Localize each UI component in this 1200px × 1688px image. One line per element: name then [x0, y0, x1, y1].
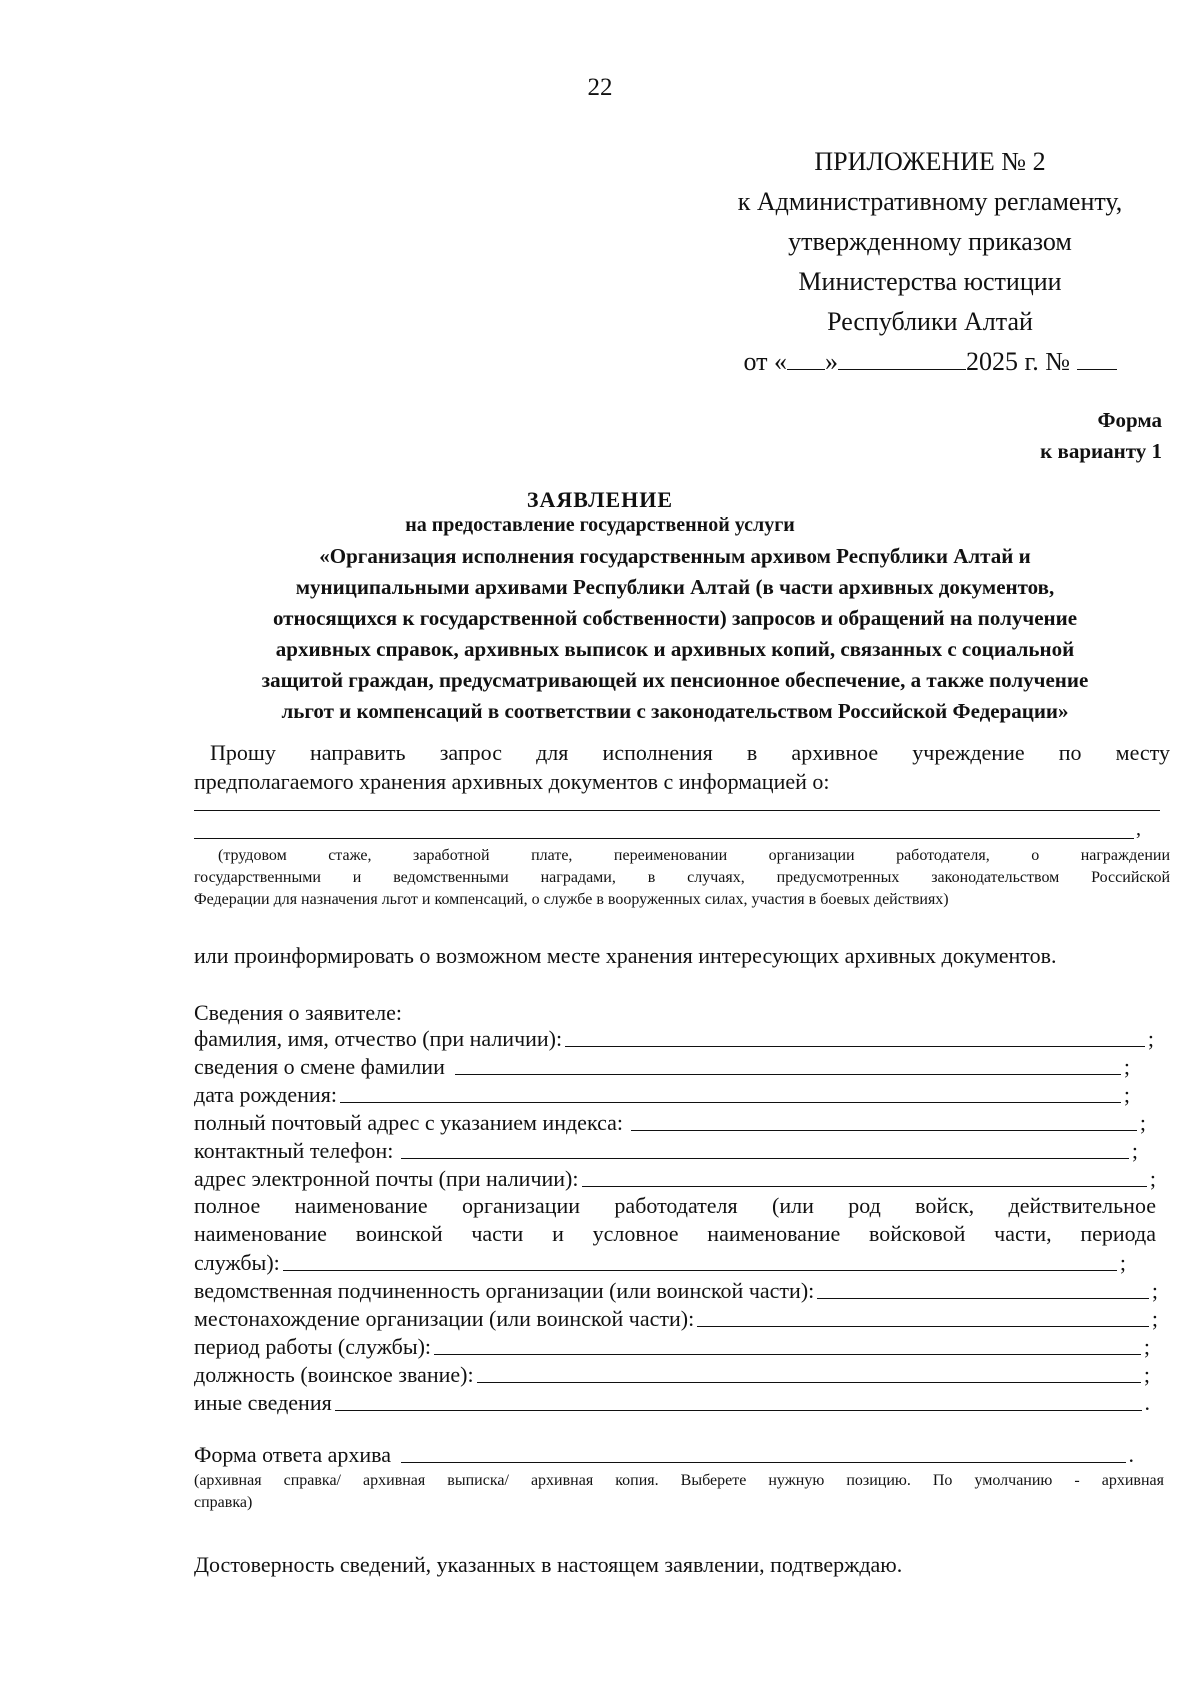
document-title: ЗАЯВЛЕНИЕ	[526, 487, 674, 512]
service-line: муниципальными архивами Республики Алтай (в части архивных документов,	[295, 575, 1055, 599]
work-period-input[interactable]	[434, 1354, 1141, 1355]
phone-input[interactable]	[401, 1158, 1129, 1159]
order-number-blank	[1077, 347, 1117, 370]
surname-change-input[interactable]	[455, 1074, 1121, 1075]
subordination-field: ведомственная подчиненность организации (или воинской части): ;	[194, 1278, 1158, 1303]
employer-input[interactable]	[283, 1270, 1117, 1271]
response-form-input[interactable]	[401, 1462, 1126, 1463]
field-label: период работы (службы):	[194, 1334, 432, 1359]
field-label: дата рождения:	[194, 1082, 337, 1107]
response-note-line: справка)	[194, 1494, 253, 1511]
appendix-line: Министерства юстиции	[798, 267, 1062, 296]
or-inform-text: или проинформировать о возможном месте хранения интересующих архивных документов.	[194, 943, 1057, 968]
subordination-input[interactable]	[817, 1298, 1149, 1299]
hint-line: государственными и ведомственными наградами, в случаях, предусмотренных законодательством Российской	[194, 869, 1170, 886]
appendix-line: утвержденному приказом	[788, 227, 1072, 256]
request-line: Прошу направить запрос для исполнения в архивное учреждение по месту	[210, 740, 1170, 765]
field-label: ведомственная подчиненность организации (или воинской части):	[194, 1278, 815, 1303]
field-label: полный почтовый адрес с указанием индекса:	[194, 1110, 623, 1135]
response-form-field: Форма ответа архива .	[194, 1442, 1134, 1467]
response-note-line: (архивная справка/ архивная выписка/ архивная копия. Выберете нужную позицию. По умолчанию - архивная	[194, 1472, 1164, 1489]
field-label: адрес электронной почты (при наличии):	[194, 1166, 579, 1191]
field-label: сведения о смене фамилии	[194, 1054, 445, 1079]
position-field: должность (воинское звание): ;	[194, 1362, 1150, 1387]
form-variant-label	[1040, 405, 1162, 467]
field-label: иные сведения	[194, 1390, 332, 1415]
month-blank	[838, 347, 966, 370]
employer-block	[194, 1192, 1156, 1248]
hint-line: Федерации для назначения льгот и компенсаций, о службе в вооруженных силах, участия в боевых действиях)	[194, 891, 949, 908]
applicant-heading: Сведения о заявителе:	[194, 1000, 403, 1025]
appendix-title: ПРИЛОЖЕНИЕ № 2	[814, 147, 1046, 176]
other-info-input[interactable]	[335, 1410, 1142, 1411]
postal-address-input[interactable]	[631, 1130, 1137, 1131]
appendix-line: Республики Алтай	[827, 307, 1033, 336]
postal-address-field: полный почтовый адрес с указанием индекса: ;	[194, 1110, 1146, 1135]
appendix-line: к Административному регламенту,	[737, 187, 1123, 216]
request-paragraph	[194, 738, 1170, 796]
field-label: местонахождение организации (или воинской части):	[194, 1306, 695, 1331]
employer-line: полное наименование организации работодателя (или род войск, действительное	[194, 1193, 1156, 1218]
appendix-block	[690, 142, 1170, 382]
response-note	[194, 1470, 1164, 1514]
hint-line: (трудовом стаже, заработной плате, переименовании организации работодателя, о награждении	[218, 847, 1170, 864]
field-label: фамилия, имя, отчество (при наличии):	[194, 1026, 563, 1051]
service-line: «Организация исполнения государственным архивом Республики Алтай и	[319, 544, 1031, 568]
info-line-end: ,	[1136, 818, 1141, 840]
day-blank	[787, 347, 825, 370]
service-line: архивных справок, архивных выписок и архивных копий, связанных с социальной	[275, 637, 1075, 661]
location-input[interactable]	[697, 1326, 1149, 1327]
phone-field: контактный телефон: ;	[194, 1138, 1138, 1163]
employer-field: службы): ;	[194, 1250, 1126, 1275]
email-field: адрес электронной почты (при наличии): ;	[194, 1166, 1156, 1191]
info-input-line[interactable]	[194, 810, 1160, 811]
birth-date-field: дата рождения: ;	[194, 1082, 1130, 1107]
other-info-field: иные сведения .	[194, 1390, 1150, 1415]
info-input-line[interactable]	[194, 838, 1134, 839]
page-number: 22	[587, 74, 613, 101]
position-input[interactable]	[477, 1382, 1141, 1383]
field-label: должность (воинское звание):	[194, 1362, 474, 1387]
date-year: 2025 г. №	[965, 347, 1071, 376]
employer-line: наименование воинской части и условное наименование войсковой части, периода	[194, 1221, 1156, 1246]
work-period-field: период работы (службы): ;	[194, 1334, 1150, 1359]
surname-change-field: сведения о смене фамилии ;	[194, 1054, 1130, 1079]
info-hint	[194, 845, 1170, 911]
date-mid: »	[824, 347, 838, 376]
document-subtitle: на предоставление государственной услуги	[405, 514, 795, 536]
form-label: Форма	[1097, 408, 1162, 432]
full-name-input[interactable]	[565, 1046, 1145, 1047]
location-field: местонахождение организации (или воинской части): ;	[194, 1306, 1158, 1331]
confirmation-text: Достоверность сведений, указанных в настоящем заявлении, подтверждаю.	[194, 1552, 903, 1577]
birth-date-input[interactable]	[340, 1102, 1121, 1103]
variant-label: к варианту 1	[1040, 439, 1162, 463]
field-label: контактный телефон:	[194, 1138, 394, 1163]
request-line: предполагаемого хранения архивных документов с информацией о:	[194, 769, 830, 794]
full-name-field: фамилия, имя, отчество (при наличии): ;	[194, 1026, 1154, 1051]
email-input[interactable]	[582, 1186, 1147, 1187]
service-line: льгот и компенсаций в соответствии с законодательством Российской Федерации»	[281, 699, 1069, 723]
field-label: службы):	[194, 1250, 280, 1275]
service-line: защитой граждан, предусматривающей их пенсионное обеспечение, а также получение	[261, 668, 1089, 692]
service-name	[180, 541, 1170, 727]
date-prefix: от «	[743, 347, 787, 376]
field-label: Форма ответа архива	[194, 1442, 391, 1467]
appendix-date-line	[690, 342, 1170, 382]
service-line: относящихся к государственной собственности) запросов и обращений на получение	[272, 606, 1078, 630]
